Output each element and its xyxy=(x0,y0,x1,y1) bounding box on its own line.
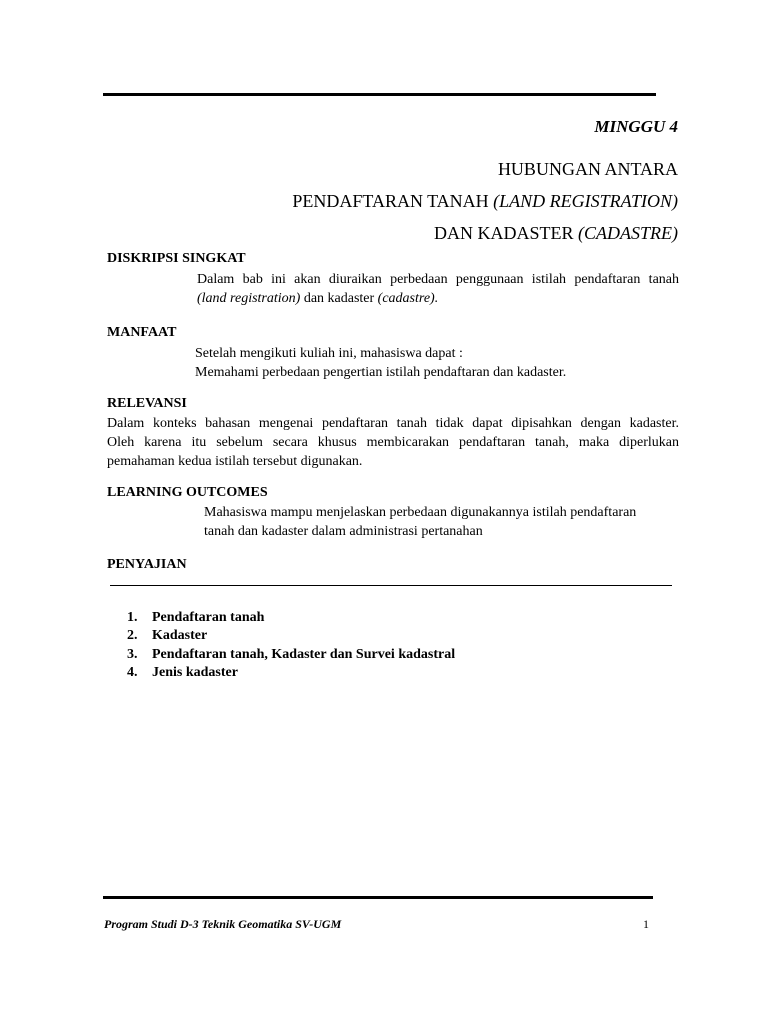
list-item-number: 2. xyxy=(127,628,138,644)
penyajian-list xyxy=(127,609,455,682)
page-number: 1 xyxy=(643,917,649,931)
relevansi-line-1: Dalam konteks bahasan mengenai pendaftaran tanah tidak dapat dipisahkan dengan kadaster. xyxy=(107,416,679,431)
section-heading-manfaat: MANFAAT xyxy=(107,325,177,340)
title-line-3-italic: (CADASTRE) xyxy=(578,223,678,243)
list-item-label: Pendaftaran tanah xyxy=(152,610,265,625)
list-item xyxy=(127,627,455,645)
list-item xyxy=(127,609,455,627)
deskripsi-mid: dan kadaster xyxy=(300,291,378,306)
deskripsi-line-1: Dalam bab ini akan diuraikan perbedaan penggunaan istilah pendaftaran tanah xyxy=(197,272,679,287)
list-item xyxy=(127,664,455,682)
list-item xyxy=(127,646,455,664)
title-line-3-main: DAN KADASTER xyxy=(434,223,579,243)
deskripsi-term-a: (land registration) xyxy=(197,291,301,306)
list-item-label: Kadaster xyxy=(152,628,208,644)
section-heading-learning-outcomes: LEARNING OUTCOMES xyxy=(107,485,268,500)
footer-program: Program Studi D-3 Teknik Geomatika SV-UGM xyxy=(104,917,342,931)
manfaat-text xyxy=(195,344,675,382)
footer-rule xyxy=(103,896,653,899)
deskripsi-text xyxy=(197,270,679,308)
deskripsi-term-b: (cadastre). xyxy=(377,291,439,306)
title-line-2-italic: (LAND REGISTRATION) xyxy=(493,191,678,211)
penyajian-rule xyxy=(110,585,672,586)
list-item-number: 4. xyxy=(127,664,138,680)
title-line-2 xyxy=(292,191,678,212)
list-item-label: Pendaftaran tanah, Kadaster dan Survei kadastral xyxy=(152,646,456,662)
list-item-label: Jenis kadaster xyxy=(152,664,238,680)
title-line-3 xyxy=(434,223,678,244)
top-rule xyxy=(103,93,656,96)
learning-outcomes-line-2: tanah dan kadaster dalam administrasi pertanahan xyxy=(204,524,483,539)
deskripsi-line-2 xyxy=(197,289,679,308)
relevansi-text xyxy=(107,414,679,471)
section-heading-penyajian: PENYAJIAN xyxy=(107,557,187,572)
title-line-2-main: PENDAFTARAN TANAH xyxy=(292,191,494,211)
learning-outcomes-line-1: Mahasiswa mampu menjelaskan perbedaan digunakannya istilah pendaftaran xyxy=(204,505,637,520)
manfaat-line-1: Setelah mengikuti kuliah ini, mahasiswa dapat : xyxy=(195,346,463,361)
list-item-number: 1. xyxy=(127,610,138,625)
week-label: MINGGU 4 xyxy=(594,117,678,136)
section-heading-relevansi: RELEVANSI xyxy=(107,396,187,411)
title-line-1: HUBUNGAN ANTARA xyxy=(497,159,678,179)
relevansi-line-2: Oleh karena itu sebelum secara khusus membicarakan pendaftaran tanah, maka diperlukan xyxy=(107,435,679,450)
list-item-number: 3. xyxy=(127,646,138,662)
section-heading-deskripsi: DISKRIPSI SINGKAT xyxy=(107,251,246,266)
relevansi-line-3: pemahaman kedua istilah tersebut digunakan. xyxy=(107,454,363,469)
learning-outcomes-text xyxy=(204,503,678,541)
manfaat-line-2: Memahami perbedaan pengertian istilah pendaftaran dan kadaster. xyxy=(195,365,567,380)
